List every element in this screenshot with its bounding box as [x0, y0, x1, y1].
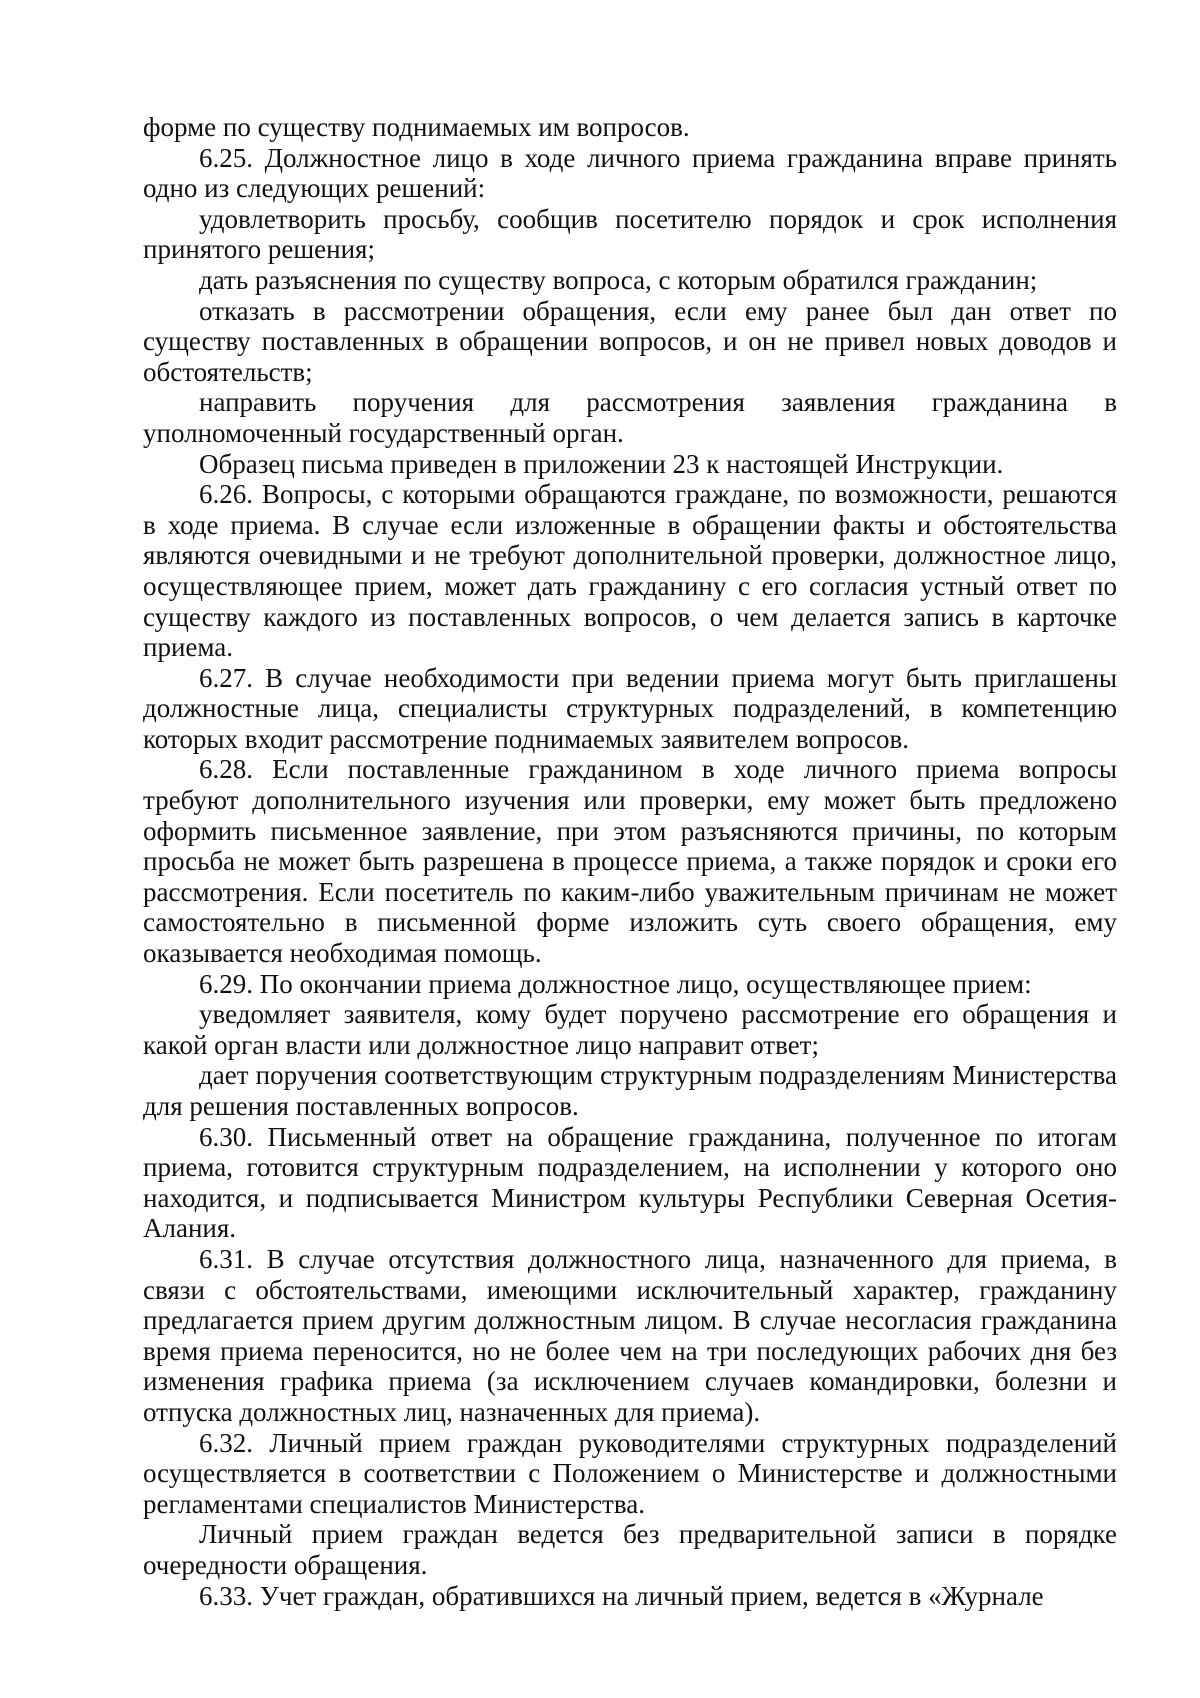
- paragraph-6-32: 6.32. Личный прием граждан руководителями структурных подразделений осуществляется в соответствии с Положением о Министерстве и должностными регламентами специалистов Министерства.: [143, 1427, 1117, 1519]
- paragraph-continuation: форме по существу поднимаемых им вопросов.: [143, 112, 690, 142]
- list-item-send-instructions: направить поручения для рассмотрения заявления гражданина в уполномоченный государственный орган.: [143, 387, 1117, 448]
- paragraph-6-27: 6.27. В случае необходимости при ведении приема могут быть приглашены должностные лица, специалисты структурных подразделений, в компетенцию которых входит рассмотрение поднимаемых заявителем вопросов.: [143, 662, 1117, 754]
- list-item-refuse-consideration: отказать в рассмотрении обращения, если ему ранее был дан ответ по существу поставленных в обращении вопросов, и он не привел новых доводов и обстоятельств;: [143, 295, 1117, 387]
- paragraph-6-31: 6.31. В случае отсутствия должностного лица, назначенного для приема, в связи с обстоятельствами, имеющими исключительный характер, гражданину предлагается прием другим должностным лицом. В случае несогласия гражданина время приема переносится, но не более чем на три последующих рабочих дня без изменения графика приема (за исключением случаев командировки, болезни и отпуска должностных лиц, назначенных для приема).: [143, 1243, 1117, 1427]
- list-item-satisfy-request: удовлетворить просьбу, сообщив посетителю порядок и срок исполнения принятого решения;: [143, 203, 1117, 265]
- list-item-notify-applicant: уведомляет заявителя, кому будет поручено рассмотрение его обращения и какой орган власти или должностное лицо направит ответ;: [143, 999, 1117, 1060]
- paragraph-6-30: 6.30. Письменный ответ на обращение гражданина, полученное по итогам приема, готовится структурным подразделением, на исполнении у которого оно находится, и подписывается Министром культуры Республики Северная Осетия-Алания.: [143, 1121, 1117, 1244]
- list-item-give-explanations: дать разъяснения по существу вопроса, с которым обратился гражданин;: [199, 264, 1038, 295]
- paragraph-6-25: 6.25. Должностное лицо в ходе личного приема гражданина вправе принять одно из следующих решений:: [143, 142, 1117, 204]
- paragraph-6-33: 6.33. Учет граждан, обратившихся на личный прием, ведется в «Журнале: [199, 1580, 1044, 1611]
- document-page: [143, 112, 1117, 1611]
- paragraph-6-28: 6.28. Если поставленные гражданином в ходе личного приема вопросы требуют дополнительного изучения или проверки, ему может быть предложено оформить письменное заявление, при этом разъясняются причины, по которым просьба не может быть разрешена в процессе приема, а также порядок и сроки его рассмотрения. Если посетитель по каким-либо уважительным причинам не может самостоятельно в письменной форме изложить суть своего обращения, ему оказывается необходимая помощь.: [143, 754, 1117, 969]
- paragraph-6-26: 6.26. Вопросы, с которыми обращаются граждане, по возможности, решаются в ходе приема. В случае если изложенные в обращении факты и обстоятельства являются очевидными и не требуют дополнительной проверки, должностное лицо, осуществляющее прием, может дать гражданину с его согласия устный ответ по существу каждого из поставленных вопросов, о чем делается запись в карточке приема.: [143, 479, 1117, 663]
- paragraph-letter-sample: Образец письма приведен в приложении 23 к настоящей Инструкции.: [199, 448, 1004, 479]
- paragraph-6-29: 6.29. По окончании приема должностное лицо, осуществляющее прием:: [199, 968, 1032, 999]
- list-item-give-orders: дает поручения соответствующим структурным подразделениям Министерства для решения поставленных вопросов.: [143, 1060, 1117, 1121]
- paragraph-no-appointment: Личный прием граждан ведется без предварительной записи в порядке очередности обращения.: [143, 1519, 1117, 1580]
